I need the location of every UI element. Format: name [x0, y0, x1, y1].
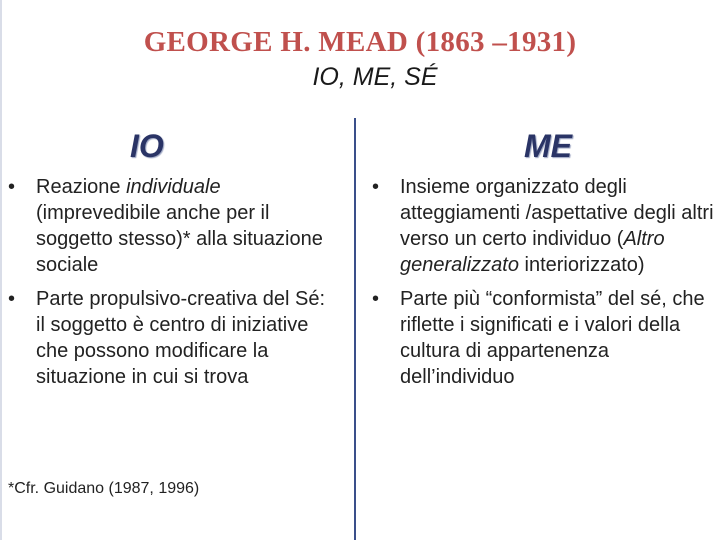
item-text: Parte più “conformista” del sé, che riflette i significati e i valori della cultura di appartenenza dell’individuo: [400, 288, 705, 388]
bullet-icon: •: [8, 288, 16, 310]
me-list: [372, 174, 717, 398]
bullet-icon: •: [8, 176, 16, 198]
list-item: [372, 174, 717, 278]
item-text: Insieme organizzato degli atteggiamenti /aspettative degli altri verso un certo individuo (: [400, 176, 714, 250]
item-text: (imprevedibile anche per il soggetto stesso)* alla situazione sociale: [36, 202, 323, 276]
italic-text: Altro generalizzato: [400, 228, 665, 276]
item-text: Reazione: [36, 176, 127, 198]
bullet-icon: •: [372, 288, 380, 310]
slide-title: GEORGE H. MEAD (1863 –1931): [143, 26, 577, 58]
list-item: [8, 174, 338, 278]
heading-me: ME: [524, 128, 572, 164]
item-text: Parte propulsivo-creativa del Sé: il soggetto è centro di iniziative che possono modificare la situazione in cui si trova: [36, 288, 326, 388]
list-item: [8, 286, 338, 390]
item-text: interiorizzato): [518, 254, 645, 276]
io-list: [8, 174, 338, 398]
bullet-icon: •: [372, 176, 380, 198]
heading-io: IO: [130, 128, 164, 164]
footnote: *Cfr. Guidano (1987, 1996): [8, 480, 200, 497]
list-item: [372, 286, 717, 390]
italic-text: individuale: [126, 176, 221, 198]
column-divider: [354, 118, 356, 540]
slide-subtitle: IO, ME, SÉ: [312, 63, 438, 91]
